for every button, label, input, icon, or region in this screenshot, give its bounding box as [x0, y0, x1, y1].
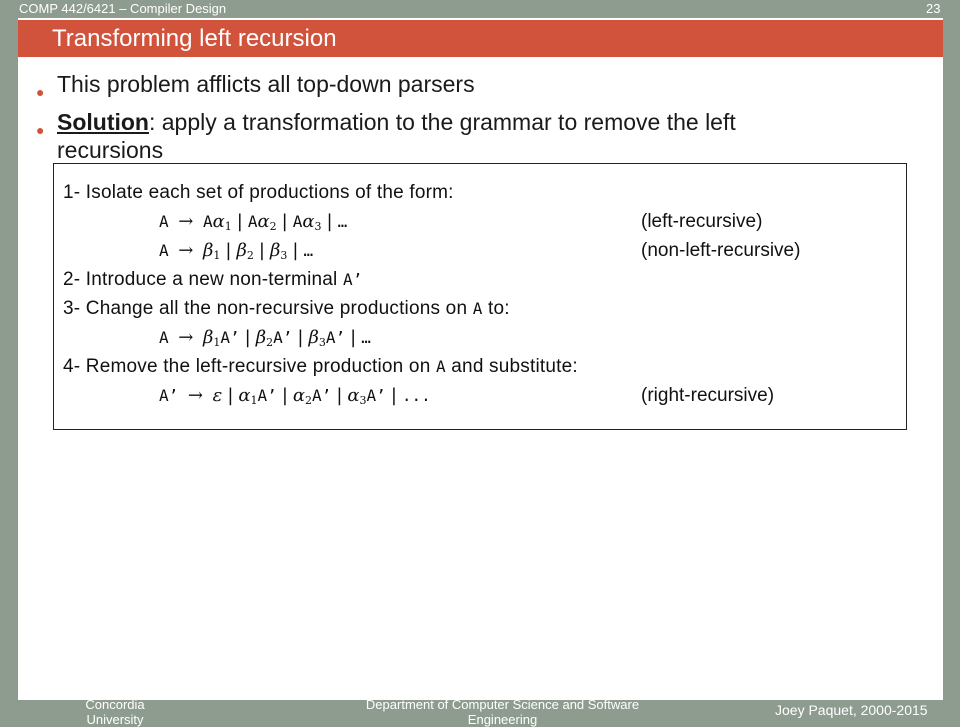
note-non-left-recursive: (non-left-recursive)	[641, 240, 801, 261]
bullet-text: : apply a transformation to the grammar to remove the left	[148, 109, 736, 135]
page-number: 23	[926, 1, 941, 16]
bullet-text-continued: recursions	[57, 137, 164, 163]
bullet-list	[36, 70, 916, 174]
rule-left-recursive: $A \to A\alpha_1$ | $A\alpha_2$ | $A\alpha_3$ | …	[159, 211, 348, 233]
step-3: 3- Change all the non-recursive productions on A to:	[63, 298, 510, 319]
bullet-dot-icon: ●	[36, 84, 45, 100]
footer-department: Department of Computer Science and Software Engineering	[365, 697, 640, 727]
bullet-item	[36, 108, 916, 164]
footer-author: Joey Paquet, 2000-2015	[775, 702, 928, 718]
rule-right-recursive: A’ → ε | $\alpha_1A$’ | $\alpha_2A$’ | $\alpha_3A$’ | ...	[159, 385, 431, 407]
step-4: 4- Remove the left-recursive production on A and substitute:	[63, 356, 578, 377]
rule-non-left-recursive: $A \to \beta_1$ | $\beta_2$ | $\beta_3$ | …	[159, 240, 314, 262]
step-1: 1- Isolate each set of productions of the form:	[63, 182, 454, 203]
bullet-text: This problem afflicts all top-down parsers	[57, 71, 475, 97]
step-2: 2- Introduce a new non-terminal A’	[63, 269, 363, 290]
bullet-dot-icon: ●	[36, 122, 45, 138]
footer-university: Concordia University	[85, 697, 145, 727]
note-left-recursive: (left-recursive)	[641, 211, 763, 232]
note-right-recursive: (right-recursive)	[641, 385, 775, 406]
slide-title: Transforming left recursion	[52, 25, 337, 52]
course-header: COMP 442/6421 – Compiler Design	[19, 1, 227, 16]
solution-emphasis: Solution	[57, 109, 149, 135]
rule-transformed-a: $A \to \beta_1A$’ | $\beta_2A$’ | $\beta_3A$’ | …	[159, 327, 371, 349]
algorithm-box	[53, 163, 907, 430]
bullet-item	[36, 70, 916, 98]
